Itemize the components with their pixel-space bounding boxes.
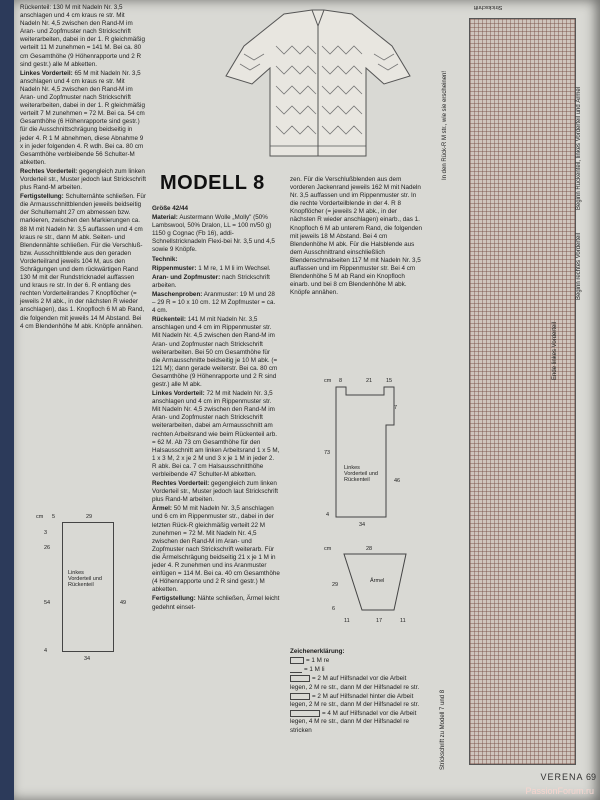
aran-heading: Aran- und Zopfmuster:: [152, 273, 221, 281]
schema-left-cm: cm: [36, 514, 44, 520]
sleeve-heading: Ärmel:: [152, 505, 172, 513]
aran-text: nach Strickschrift arbeiten.: [152, 273, 270, 289]
schema-left-label: Linkes Vorderteil und Rückenteil: [68, 570, 102, 588]
magazine-page: [14, 0, 600, 800]
gauge-heading: Maschenproben:: [152, 290, 203, 298]
sweater-illustration: [214, 6, 424, 166]
schema-left-dim-f: 49: [120, 600, 127, 606]
legend-l4: = 2 M auf Hilfsnadel hinter die Arbeit legen, 2 M re str., dann M der Hilfsnadel re str.: [290, 692, 420, 709]
chart-label-v2: Beginn Rückenteil, linkes Vorderteil und Ärmel: [576, 86, 582, 210]
col1-finishing-text: Schulternähte schließen. Für die Armausschnittblenden jeweils beidseitig der Schulternaht 27 cm abmessen bzw. markieren, zwischen den Markierungen ca. 88 M mit Nadeln Nr. 3,5 auffassen und 4 cm kraus re str., dann M abk. Seiten- und Blendennähte schließen. Für die Verschluß- bzw. Ausschnittblende aus den geraden Vorderteilrand jeweils 104 M, aus den Schrägungen und dem rückwärtigen Rand 130 M mit der Rundstricknadel auffassen und kraus re str. In der 6. R entlang des rechten Vorderteilrandes 7 Knopflöcher (= jeweils 2 M abk., in der nächsten R wieder anschlagen), das 1. Knopfloch 6 M ab Rand, die folgenden mit jeweils 14 M Abstand. Bei 4 cm Blendenhöhe M abk. Knöpfe annähen.: [20, 193, 146, 330]
schema-left-dim-h: 34: [84, 656, 91, 662]
legend-l5: = 4 M auf Hilfsnadel vor die Arbeit legen, 4 M re str., dann M der Hilfsnadel re stricken: [290, 710, 417, 734]
col1-finishing-heading: Fertigstellung:: [20, 193, 64, 201]
legend-title: Zeichenerklärung:: [290, 648, 345, 655]
left-front-heading: Linkes Vorderteil:: [152, 390, 205, 398]
schema-arm-dim-c: 6: [332, 606, 336, 612]
magazine-footer: [540, 772, 596, 782]
legend-l3: = 2 M auf Hilfsnadel vor die Arbeit legen, 2 M re str., dann M der Hilfsnadel re str.: [290, 675, 420, 691]
schema-mid-label: Linkes Vorderteil und Rückenteil: [344, 465, 378, 483]
schema-left-dim-g: 4: [44, 648, 48, 654]
schema-arm-cm: cm: [324, 546, 332, 552]
size-label: Größe 42/44: [152, 205, 189, 212]
technique-heading: Technik:: [152, 255, 178, 263]
legend-cable-front-icon: [290, 675, 310, 682]
legend-purl-icon: [290, 667, 302, 673]
rib-text: 1 M re, 1 M li im Wechsel.: [198, 264, 271, 272]
model-title: MODELL 8: [160, 172, 265, 194]
col1-left-front-heading: Linkes Vorderteil:: [20, 69, 73, 77]
rib-heading: Rippenmuster:: [152, 264, 197, 272]
schema-mid-dim-e: 46: [394, 478, 401, 484]
schema-arm-dim-d: 11: [344, 618, 350, 624]
finishing-heading: Fertigstellung:: [152, 595, 196, 603]
col1-left-front-text: 65 M mit Nadeln Nr. 3,5 anschlagen und 4 cm kraus re str. Mit Nadeln Nr. 4,5 zwischen den Rand-M im Aran- und Zopfmuster nach Strickschrift weiterarbeiten, dabei in der 1. R gleichmäßig verteilt 7 M zunehmen = 72 M. Bei ca. 54 cm Gesamthöhe (6 Höhenrapporte sind gestr.) für die Ausschnittschrägung beidseitig in jeder 4. R 1 M abnehmen, diese Abnahme 9 x in jeder folgenden 4. R wdh. Bei ca. 80 cm Gesamthöhe verbleibende 56 Schulter-M abketten.: [20, 69, 145, 166]
gauge-text: Aranmuster: 19 M und 28 – 29 R = 10 x 10 cm. 12 M Zopfmuster = ca. 4 cm.: [152, 290, 276, 315]
legend-cable-back-icon: [290, 693, 310, 700]
text-column-3: [290, 176, 422, 298]
right-front-heading: Rechtes Vorderteil:: [152, 480, 210, 488]
schema-left-dim-b: 29: [86, 514, 93, 520]
schema-arm-label: Ärmel: [370, 578, 385, 584]
magazine-name: VERENA: [540, 772, 584, 782]
schema-mid-dim-c: 15: [386, 378, 393, 384]
schema-mid-dim-h: 4: [326, 512, 330, 518]
chart-label-v5: Strickschrift zu Modell 7 und 8: [440, 689, 446, 770]
schema-mid-dim-g: 7: [394, 405, 398, 411]
col3-text: zen. Für die Verschlußblenden aus dem vorderen Jackenrand jeweils 162 M mit Nadeln Nr. 3,5 auffassen und im Rippenmuster str. In die rechte Vorderteilblende in der 4. R 8 Knopflöcher (= jeweils 2 M abk., in der nächsten R wieder anschlagen) einarb., das 1. Knopfloch 6 M ab unterem Rand, die folgenden mit jeweils 18 M Abstand. Bei 4 cm Blendenhöhe M abk. Für die Halsblende aus dem Ausschnittrand einschließlich Blendenschmalseiten 117 M mit Nadeln Nr. 3,5 auffassen und im Rippenmuster str. Bei 4 cm Blendenhöhe 5 M ab Rand ein Knopfloch einarb. und bei 8 cm Blendenhöhe M abk. Knöpfe annähen.: [290, 176, 422, 297]
schema-arm-dim-a: 28: [366, 546, 373, 552]
chart-label-v3: Beginn rechtes Vorderteil: [576, 232, 582, 300]
schema-mid-dim-a: 8: [339, 378, 343, 384]
schema-mid-dim-f: 34: [359, 522, 366, 528]
schema-arm-dim-e: 17: [376, 618, 383, 624]
chart-label-v1: In den Rück-R M str., wie sie erscheinen!: [442, 70, 448, 180]
col1-right-front-heading: Rechtes Vorderteil:: [20, 167, 78, 175]
page-number: 69: [585, 772, 596, 782]
schema-mid-dim-b: 21: [366, 378, 373, 384]
back-heading: Rückenteil:: [152, 316, 186, 324]
schema-mid-cm: cm: [324, 378, 332, 384]
right-front-text: gegengleich zum linken Vorderteil str., Muster jedoch laut Strickschrift plus Rand-M arbeiten.: [152, 480, 278, 504]
watermark: PassionForum.ru: [525, 786, 594, 796]
col1-right-front-text: gegengleich zum linken Vorderteil str., Muster jedoch laut Strickschrift plus Rand-M arbeiten.: [20, 167, 146, 192]
schema-left-dim-c: 3: [44, 530, 48, 536]
material-heading: Material:: [152, 214, 178, 222]
schema-mid-dim-d: 73: [324, 450, 331, 456]
left-front-text: 72 M mit Nadeln Nr. 3,5 anschlagen und 4 cm im Rippenmuster str. Mit Nadeln Nr. 4,5 zwischen den Rand-M im Aran- und Zopfmuster nach Strickschrift weiterarbeiten, dabei am Armausschnitt am rechten Arbeitsrand wie beim Rückenteil arb. = 62 M. Ab 73 cm Gesamthöhe für den Halsausschnitt am linken Arbeitsrand 1 x 5 M, 1 x 3 M, 2 x je 2 M und 3 x je 1 M in jeder 2. R abk. Bei ca. 7 cm Halsausschnitthöhe verbleibende 47 Schulter-M abketten.: [152, 390, 280, 478]
schema-arm-dim-f: 11: [400, 618, 406, 624]
schema-left-dim-a: 5: [52, 514, 56, 520]
legend-l1: = 1 M re: [306, 657, 330, 665]
schema-left-dim-e: 54: [44, 600, 51, 606]
legend-cable-8-icon: [290, 710, 320, 717]
finishing-text: Nähte schließen, Ärmel leicht gedehnt einset-: [152, 595, 280, 611]
legend-l2: = 1 M li: [304, 666, 325, 674]
material-text: Austermann Wolle „Molly" (50% Lambswool, 50% Dralon, LL = 100 m/50 g) 1150 g Cognac (Fb 16), addi-Schnellstricknadeln Flexi-bei Nr. 3,5 und 4,5 sowie 9 Knöpfe.: [152, 214, 275, 254]
schema-arm-dim-b: 29: [332, 582, 339, 588]
schema-left-dim-d: 26: [44, 545, 51, 551]
text-column-2: [152, 205, 280, 613]
knitting-chart: [469, 18, 576, 765]
chart-top-label: Strickschrift: [474, 4, 503, 10]
legend-knit-icon: [290, 657, 304, 664]
legend: [290, 648, 422, 736]
sleeve-text: 50 M mit Nadeln Nr. 3,5 anschlagen und 6 cm im Rippenmuster str., dabei in der letzten Rück-R gleichmäßig verteilt 22 M zunehmen = 72 M. Mit Nadeln Nr. 4,5 zwischen den Rand-M im Aran- und Zopfmuster nach Strickschrift weiterarb. Für die Ärmelschrägung beidseitig 21 x je 1 M in jeder 4. R zunehmen und ins Aranmuster einfügen = 114 M. Bei ca. 40 cm Gesamthöhe (4 Höhenrapporte und 2 R sind gestr.) M abketten.: [152, 505, 280, 594]
back-text: 141 M mit Nadeln Nr. 3,5 anschlagen und 4 cm im Rippenmuster str. Mit Nadeln Nr. 4,5 zwischen den Rand-M im Aran- und Zopfmuster nach Strickschrift weiterarbeiten. Bei 50 cm Gesamthöhe für die Armausschnitte beidseitig je 10 M abk. (= 121 M); dann gerade weiterstr. Bei ca. 80 cm Gesamthöhe (9 Höhenrapporte und 2 R sind gestr.) alle M abk.: [152, 316, 278, 388]
chart-label-v4: Ende linkes Vorderteil: [552, 321, 558, 380]
text-column-1: [20, 4, 146, 332]
col1-back-text: Rückenteil: 130 M mit Nadeln Nr. 3,5 anschlagen und 4 cm kraus re str. Mit Nadeln Nr. 4,5 zwischen den Rand-M im Aran- und Zopfmuster nach Strickschrift weiterarbeiten, dabei in der 1. R gleichmäßig verteilt 11 M zunehmen = 141 M. Bei ca. 80 cm Gesamthöhe (9 Höhenrapporte und 2 R sind gestr.) alle M abketten.: [20, 4, 145, 68]
